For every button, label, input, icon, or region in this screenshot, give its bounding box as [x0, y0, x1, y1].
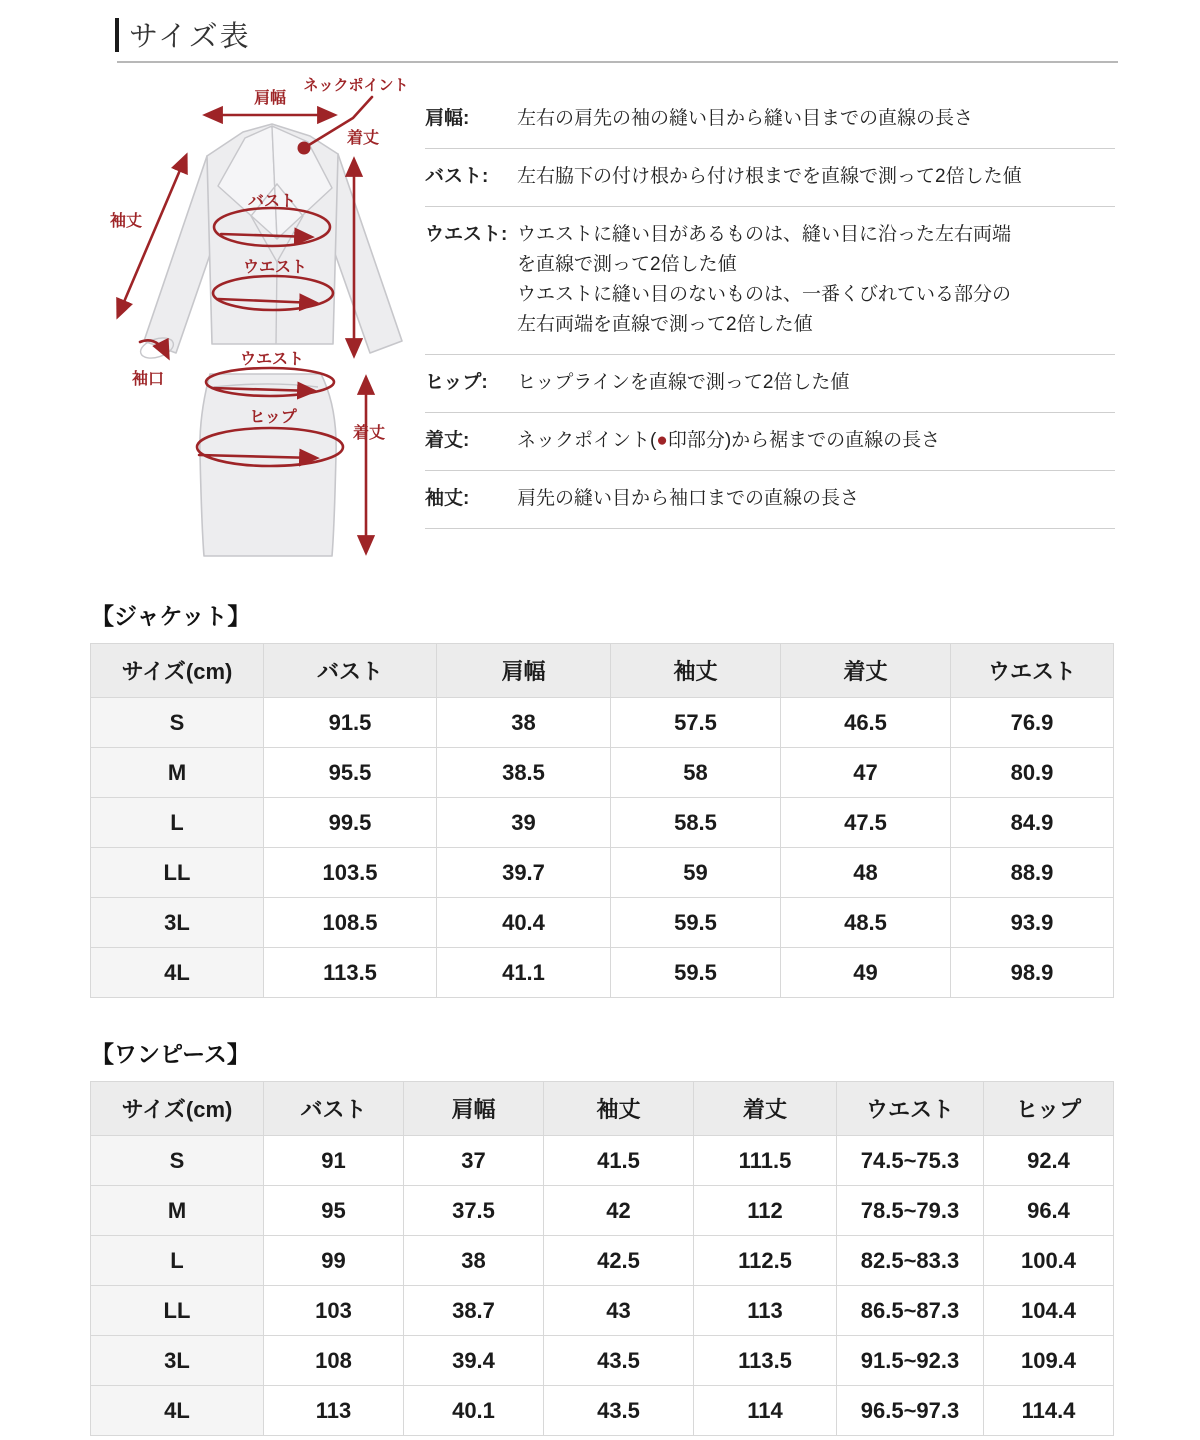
size-label-cell: S [91, 1136, 264, 1186]
measurement-cell: 59.5 [611, 898, 781, 948]
page-title-text: サイズ表 [129, 21, 251, 53]
column-header: サイズ(cm) [91, 644, 264, 698]
measurement-cell: 109.4 [984, 1336, 1114, 1386]
column-header: サイズ(cm) [91, 1082, 264, 1136]
size-row [91, 898, 1114, 948]
measurement-cell: 46.5 [781, 698, 951, 748]
hip-label: ヒップ [249, 409, 297, 426]
measurement-cell: 78.5~79.3 [837, 1186, 984, 1236]
column-header: ウエスト [837, 1082, 984, 1136]
definition-row [425, 413, 1115, 471]
measurement-cell: 76.9 [951, 698, 1114, 748]
sleeve-length-label: 袖丈 [109, 213, 143, 230]
definition-row [425, 471, 1115, 529]
measurement-cell: 47.5 [781, 798, 951, 848]
onepiece-section-title: 【ワンピース】 [91, 1041, 250, 1067]
measurement-cell: 99.5 [264, 798, 437, 848]
measurement-cell: 58 [611, 748, 781, 798]
measurement-cell: 108.5 [264, 898, 437, 948]
measurement-cell: 48 [781, 848, 951, 898]
measurement-cell: 39.4 [404, 1336, 544, 1386]
title-accent-bar [115, 18, 119, 52]
measurement-cell: 103.5 [264, 848, 437, 898]
definition-desc: 肩先の縫い目から袖口までの直線の長さ [517, 488, 860, 509]
definition-row [425, 355, 1115, 413]
size-row [91, 1186, 1114, 1236]
measurement-cell: 95.5 [264, 748, 437, 798]
definition-row [425, 149, 1115, 207]
size-row [91, 1386, 1114, 1436]
measurement-cell: 104.4 [984, 1286, 1114, 1336]
measurement-cell: 58.5 [611, 798, 781, 848]
neck-point-dot-glyph: ● [656, 430, 668, 451]
onepiece-section [90, 1036, 1113, 1436]
measurement-cell: 40.4 [437, 898, 611, 948]
size-label-cell: 4L [91, 1386, 264, 1436]
measurement-cell: 100.4 [984, 1236, 1114, 1286]
column-header: 着丈 [694, 1082, 837, 1136]
size-label-cell: M [91, 748, 264, 798]
measurement-cell: 43 [544, 1286, 694, 1336]
measurement-cell: 41.5 [544, 1136, 694, 1186]
measurement-cell: 91.5~92.3 [837, 1336, 984, 1386]
cuff-label: 袖口 [131, 371, 165, 388]
measurement-cell: 59.5 [611, 948, 781, 998]
column-header: 袖丈 [611, 644, 781, 698]
neck-point-label: ネックポイント [303, 77, 409, 94]
measurement-cell: 43.5 [544, 1386, 694, 1436]
size-label-cell: LL [91, 1286, 264, 1336]
definition-row [425, 207, 1115, 355]
bust-label: バスト [247, 193, 297, 210]
measurement-cell: 96.5~97.3 [837, 1386, 984, 1436]
measurement-cell: 114 [694, 1386, 837, 1436]
column-header: バスト [264, 644, 437, 698]
column-header: ヒップ [984, 1082, 1114, 1136]
measurement-cell: 74.5~75.3 [837, 1136, 984, 1186]
shoulder-width-label: 肩幅 [253, 90, 287, 107]
measurement-cell: 91.5 [264, 698, 437, 748]
measurement-cell: 99 [264, 1236, 404, 1286]
definition-row [425, 97, 1115, 149]
measurement-cell: 95 [264, 1186, 404, 1236]
size-row [91, 798, 1114, 848]
page-title [115, 14, 251, 55]
size-label-cell: 3L [91, 898, 264, 948]
measurement-cell: 98.9 [951, 948, 1114, 998]
definition-list [425, 97, 1115, 529]
size-label-cell: S [91, 698, 264, 748]
definition-term: 袖丈: [425, 488, 470, 509]
measurement-cell: 39.7 [437, 848, 611, 898]
measurement-cell: 96.4 [984, 1186, 1114, 1236]
measurement-cell: 111.5 [694, 1136, 837, 1186]
measurement-cell: 112 [694, 1186, 837, 1236]
jacket-section-title: 【ジャケット】 [91, 603, 251, 629]
measurement-cell: 113.5 [264, 948, 437, 998]
measurement-cell: 43.5 [544, 1336, 694, 1386]
measurement-cell: 38.5 [437, 748, 611, 798]
measurement-cell: 57.5 [611, 698, 781, 748]
measurement-cell: 38.7 [404, 1286, 544, 1336]
skirt-length-label: 着丈 [352, 425, 386, 442]
size-row [91, 748, 1114, 798]
size-label-cell: 4L [91, 948, 264, 998]
column-header: バスト [264, 1082, 404, 1136]
measurement-cell: 49 [781, 948, 951, 998]
definition-term: 着丈: [425, 430, 470, 451]
measurement-cell: 86.5~87.3 [837, 1286, 984, 1336]
size-label-cell: L [91, 798, 264, 848]
definition-desc: ネックポイント(●印部分)から裾までの直線の長さ [517, 430, 941, 451]
measurement-cell: 112.5 [694, 1236, 837, 1286]
size-label-cell: LL [91, 848, 264, 898]
size-row [91, 698, 1114, 748]
size-row [91, 1236, 1114, 1286]
jacket-drawing [138, 124, 402, 362]
definition-desc: ウエストに縫い目があるものは、縫い目に沿った左右両端 を直線で測って2倍した値 ウエストに縫い目のないものは、一番くびれている部分の 左右両端を直線で測って2倍した値 [517, 224, 1012, 335]
column-header: 肩幅 [437, 644, 611, 698]
measurement-cell: 82.5~83.3 [837, 1236, 984, 1286]
measurement-cell: 113 [264, 1386, 404, 1436]
measurement-cell: 37 [404, 1136, 544, 1186]
measurement-diagram [100, 76, 430, 586]
jacket-length-label: 着丈 [346, 130, 380, 147]
measurement-cell: 42 [544, 1186, 694, 1236]
jacket-waist-label: ウエスト [242, 259, 308, 276]
measurement-cell: 37.5 [404, 1186, 544, 1236]
definition-desc: ヒップラインを直線で測って2倍した値 [517, 372, 850, 393]
size-label-cell: 3L [91, 1336, 264, 1386]
definition-term: 肩幅: [425, 108, 470, 129]
measurement-cell: 103 [264, 1286, 404, 1336]
column-header: 肩幅 [404, 1082, 544, 1136]
measurement-cell: 91 [264, 1136, 404, 1186]
title-divider [117, 61, 1118, 63]
measurement-cell: 93.9 [951, 898, 1114, 948]
onepiece-size-table [90, 1081, 1114, 1436]
measurement-cell: 114.4 [984, 1386, 1114, 1436]
measurement-cell: 38 [437, 698, 611, 748]
jacket-section [90, 598, 1113, 998]
measurement-cell: 39 [437, 798, 611, 848]
column-header: ウエスト [951, 644, 1114, 698]
definition-term: ウエスト: [425, 224, 508, 245]
size-row [91, 1286, 1114, 1336]
measurement-cell: 84.9 [951, 798, 1114, 848]
jacket-size-table [90, 643, 1114, 998]
size-row [91, 848, 1114, 898]
definition-term: バスト: [425, 166, 489, 187]
measurement-cell: 113.5 [694, 1336, 837, 1386]
measurement-cell: 38 [404, 1236, 544, 1286]
measurement-cell: 48.5 [781, 898, 951, 948]
measurement-cell: 59 [611, 848, 781, 898]
measurement-cell: 42.5 [544, 1236, 694, 1286]
size-row [91, 948, 1114, 998]
measurement-cell: 41.1 [437, 948, 611, 998]
measurement-cell: 80.9 [951, 748, 1114, 798]
column-header: 着丈 [781, 644, 951, 698]
measurement-cell: 92.4 [984, 1136, 1114, 1186]
column-header: 袖丈 [544, 1082, 694, 1136]
skirt-waist-label: ウエスト [239, 351, 305, 368]
measurement-cell: 40.1 [404, 1386, 544, 1436]
definition-desc: 左右脇下の付け根から付け根までを直線で測って2倍した値 [517, 166, 1022, 187]
size-label-cell: M [91, 1186, 264, 1236]
size-row [91, 1136, 1114, 1186]
measurement-cell: 108 [264, 1336, 404, 1386]
definition-desc: 左右の肩先の袖の縫い目から縫い目までの直線の長さ [517, 108, 974, 129]
measurement-cell: 113 [694, 1286, 837, 1336]
measurement-cell: 88.9 [951, 848, 1114, 898]
definition-term: ヒップ: [425, 372, 488, 393]
measurement-cell: 47 [781, 748, 951, 798]
size-row [91, 1336, 1114, 1386]
size-label-cell: L [91, 1236, 264, 1286]
